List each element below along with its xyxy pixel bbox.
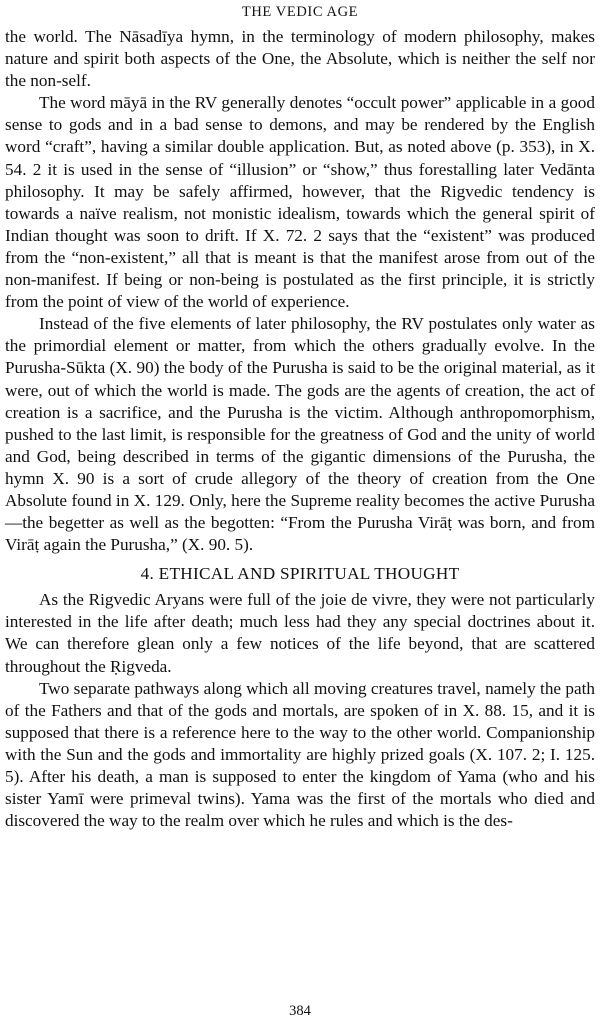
paragraph: Two separate pathways along which all moving creatures travel, namely the path of the Fathers and that of the gods and mortals, are spoken of in X. 88. 15, and it is supposed that there is a reference here to the way to the other world. Companionship with the Sun and the gods and immortality are highly prized goals (X. 107. 2; I. 125. 5). After his death, a man is supposed to enter the kingdom of Yama (who and his sister Yamī were primeval twins). Yama was the first of the mortals who died and discovered the way to the realm over which he rules and which is the des- — [5, 678, 595, 831]
body-text — [5, 26, 595, 832]
paragraph: The word māyā in the RV generally denotes “occult power” applicable in a good sense to gods and in a bad sense to demons, and may be rendered by the English word “craft”, having a similar double application. But, as noted above (p. 353), in X. 54. 2 it is used in the sense of “illusion” or “show,” thus forestalling later Vedānta philosophy. It may be safely affirmed, however, that the Rigvedic tendency is towards a naïve realism, not monistic idealism, towards which the general spirit of Indian thought was soon to drift. If X. 72. 2 says that the “existent” was produced from the “non-existent,” all that is meant is that the manifest arose from out of the non-manifest. If being or non-being is postulated as the first principle, it is strictly from the point of view of the world of experience. — [5, 93, 595, 312]
paragraph: As the Rigvedic Aryans were full of the joie de vivre, they were not particularly interested in the life after death; much less had they any special doctrines about it. We can therefore glean only a few notices of the life beyond, that are scattered throughout the Ṛigveda. — [5, 590, 595, 676]
paragraph: the world. The Nāsadīya hymn, in the terminology of modern philosophy, makes nature and spirit both aspects of the One, the Absolute, which is neither the self nor the non-self. — [5, 27, 595, 91]
section-heading: 4. ETHICAL AND SPIRITUAL THOUGHT — [140, 564, 460, 584]
running-head: THE VEDIC AGE — [241, 4, 359, 20]
paragraph: Instead of the five elements of later philosophy, the RV postulates only water as the primordial element or matter, from which the others gradually evolve. In the Purusha-Sūkta (X. 90) the body of the Purusha is said to be the original material, as it were, out of which the world is made. The gods are the agents of creation, the act of creation is a sacrifice, and the Purusha is the victim. Although anthropomorphism, pushed to the last limit, is responsible for the greatness of God and the unity of world and God, being described in terms of the gigantic dimensions of the Purusha, the hymn X. 90 is a sort of crude allegory of the theory of creation from the One Absolute found in X. 129. Only, here the Supreme reality becomes the active Purusha—the begetter as well as the begotten: “From the Purusha Virāṭ was born, and from Virāṭ again the Purusha,” (X. 90. 5). — [5, 314, 595, 555]
page-number: 384 — [289, 1003, 311, 1019]
